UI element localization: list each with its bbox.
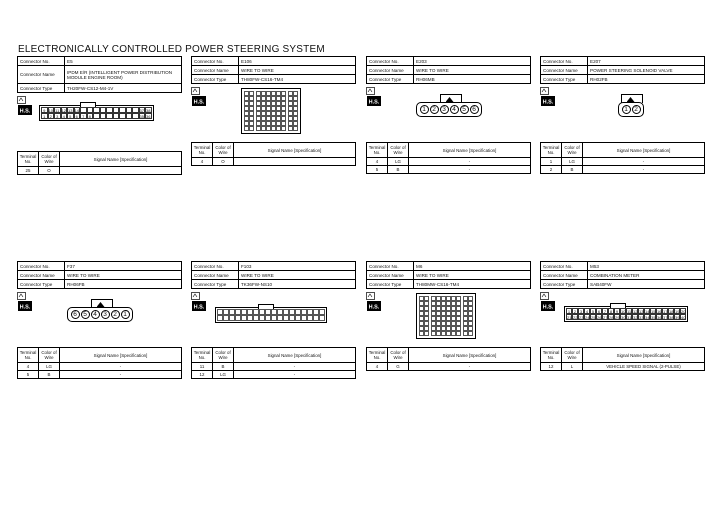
- svg-text:H.S.: H.S.: [368, 304, 380, 311]
- connector-type-label: Connector Type: [192, 75, 239, 84]
- connector-name-value: WIRE TO WIRE: [239, 271, 356, 280]
- pin-cell: 12: [633, 309, 638, 314]
- connector-name-label: Connector Name: [18, 66, 65, 84]
- pin-cell: 35: [651, 315, 656, 320]
- color-header: Color of Wire: [388, 348, 409, 363]
- pin-cell: [281, 126, 286, 131]
- hs-icon: [366, 292, 382, 312]
- terminal-cell: 11: [192, 363, 213, 371]
- connector-name-value: WIRE TO WIRE: [414, 66, 531, 75]
- connector-name-value: WIRE TO WIRE: [239, 66, 356, 75]
- signal-cell: [234, 158, 356, 166]
- table-row: [541, 166, 705, 174]
- pin-cell: 2: [48, 113, 55, 119]
- terminal-header: Terminal No.: [18, 348, 39, 363]
- pin-cell: 1: [420, 105, 429, 114]
- signal-header: Signal Name [Specification]: [60, 348, 182, 363]
- connector-no-label: Connector No.: [18, 262, 65, 271]
- connector-type-value: TH20FW-CS12-M4-1V: [65, 84, 182, 93]
- color-header: Color of Wire: [39, 152, 60, 167]
- pin-cell: [468, 331, 473, 336]
- connector-diagram: [366, 289, 531, 347]
- signal-header: Signal Name [Specification]: [234, 143, 356, 158]
- terminal-header: Terminal No.: [541, 348, 562, 363]
- signal-cell: -: [409, 363, 531, 371]
- hs-icon: [366, 87, 382, 107]
- color-cell: B: [388, 166, 409, 174]
- color-header: Color of Wire: [39, 348, 60, 363]
- connector-diagram: [191, 84, 356, 142]
- pin-cell: 22: [573, 315, 578, 320]
- terminal-header: Terminal No.: [192, 143, 213, 158]
- signal-cell: [60, 167, 182, 175]
- connector-type-value: RH02FB: [588, 75, 705, 84]
- signal-cell: -: [583, 166, 705, 174]
- connector-name-value: COMBINATION METER: [588, 271, 705, 280]
- pin-cell: 4: [585, 309, 589, 314]
- terminal-cell: 1: [541, 158, 562, 166]
- connector-panel-m6: [366, 261, 531, 371]
- pin-cell: [293, 126, 298, 131]
- connector-name-label: Connector Name: [192, 271, 239, 280]
- terminal-cell: 4: [367, 363, 388, 371]
- pin-cell: 35: [139, 114, 144, 119]
- connector-type-value: TH80MW-CS16-TM4: [414, 280, 531, 289]
- signal-header: Signal Name [Specification]: [60, 152, 182, 167]
- connector-name-label: Connector Name: [367, 66, 414, 75]
- terminal-header: Terminal No.: [192, 348, 213, 363]
- hs-icon: [540, 87, 556, 107]
- signal-cell: -: [583, 158, 705, 166]
- pin-cell: 37: [139, 108, 144, 113]
- pin-cell: 5: [591, 309, 595, 314]
- connector-no-label: Connector No.: [18, 57, 65, 66]
- pin-cell: 39: [675, 315, 680, 320]
- hs-icon: [17, 96, 33, 116]
- pin-cell: 5: [460, 105, 469, 114]
- color-cell: B: [213, 363, 234, 371]
- pin-cell: 12: [61, 108, 66, 113]
- terminal-cell: 4: [367, 158, 388, 166]
- pin-cell: [249, 126, 254, 131]
- connector-name-value: WIRE TO WIRE: [65, 271, 182, 280]
- table-row: [367, 363, 531, 371]
- signal-header: Signal Name [Specification]: [409, 143, 531, 158]
- hs-icon: [540, 292, 556, 312]
- connector-type-value: TH80FW-CS16-TM4: [239, 75, 356, 84]
- connector-no-value: E203: [414, 57, 531, 66]
- pin-cell: 10: [48, 108, 53, 113]
- pin-cell: 9: [41, 107, 48, 113]
- connector-panel-f37: [17, 261, 182, 379]
- connector-info-table: [17, 261, 182, 289]
- pin-cell: 10: [621, 309, 626, 314]
- pin-cell: 3: [440, 105, 449, 114]
- pin-cell: 19: [675, 309, 680, 314]
- connector-info-table: [17, 56, 182, 93]
- color-cell: O: [39, 167, 60, 175]
- table-row: [192, 371, 356, 379]
- terminal-header: Terminal No.: [367, 143, 388, 158]
- connector-diagram: [540, 289, 705, 347]
- pin-cell: 2: [430, 105, 439, 114]
- pin-cell: 38: [146, 108, 151, 113]
- connector-block-80pin: [241, 88, 301, 134]
- connector-name-label: Connector Name: [18, 271, 65, 280]
- connector-type-value: SAB40FW: [588, 280, 705, 289]
- color-cell: B: [39, 371, 60, 379]
- connector-no-label: Connector No.: [367, 262, 414, 271]
- table-row: [367, 158, 531, 166]
- pin-cell: 14: [74, 108, 79, 113]
- pin-cell: 4: [450, 105, 459, 114]
- connector-info-table: [540, 56, 705, 84]
- signal-table: [366, 142, 531, 174]
- pin-cell: 4: [91, 310, 100, 319]
- connector-info-table: [540, 261, 705, 289]
- pin-cell: 40: [681, 315, 686, 320]
- hs-icon: [191, 87, 207, 107]
- pin-cell: 5: [67, 113, 74, 119]
- color-header: Color of Wire: [562, 348, 583, 363]
- color-header: Color of Wire: [388, 143, 409, 158]
- connector-panel-e203: [366, 56, 531, 174]
- terminal-cell: 12: [192, 371, 213, 379]
- table-row: [18, 371, 182, 379]
- signal-table: [540, 347, 705, 371]
- color-cell: LG: [213, 371, 234, 379]
- signal-header: Signal Name [Specification]: [234, 348, 356, 363]
- color-cell: G: [388, 363, 409, 371]
- svg-text:H.S.: H.S.: [193, 99, 205, 106]
- pin-cell: [319, 315, 325, 321]
- pin-cell: 1: [567, 309, 571, 314]
- terminal-cell: 5: [367, 166, 388, 174]
- pin-cell: 2: [111, 310, 120, 319]
- pin-cell: 26: [597, 315, 602, 320]
- color-cell: B: [562, 166, 583, 174]
- pin-cell: 33: [639, 315, 644, 320]
- pin-cell: 30: [621, 315, 626, 320]
- color-cell: LG: [39, 363, 60, 371]
- connector-no-value: E207: [588, 57, 705, 66]
- pin-cell: 6: [470, 105, 479, 114]
- connector-info-table: [191, 261, 356, 289]
- connector-name-value: IPDM E/R (INTELLIGENT POWER DISTRIBUTION MODULE ENGINE ROOM): [65, 66, 182, 84]
- pin-cell: 16: [657, 309, 662, 314]
- pin-cell: 11: [55, 108, 60, 113]
- svg-text:H.S.: H.S.: [542, 304, 554, 311]
- pin-cell: [456, 331, 461, 336]
- signal-table: [17, 347, 182, 379]
- connector-type-value: RH06FB: [65, 280, 182, 289]
- connector-type-label: Connector Type: [192, 280, 239, 289]
- connector-name-label: Connector Name: [192, 66, 239, 75]
- terminal-header: Terminal No.: [367, 348, 388, 363]
- connector-diagram: [17, 93, 182, 151]
- connector-info-table: [366, 56, 531, 84]
- connector-name-label: Connector Name: [367, 271, 414, 280]
- connector-housing: [67, 307, 133, 322]
- svg-text:H.S.: H.S.: [368, 99, 380, 106]
- connector-housing: [618, 102, 644, 117]
- color-header: Color of Wire: [213, 348, 234, 363]
- color-cell: LG: [388, 158, 409, 166]
- connector-type-value: TK36FW-NS10: [239, 280, 356, 289]
- pin-cell: 25: [591, 315, 596, 320]
- connector-no-label: Connector No.: [541, 262, 588, 271]
- connector-no-value: F103: [239, 262, 356, 271]
- terminal-header: Terminal No.: [541, 143, 562, 158]
- terminal-cell: 5: [18, 371, 39, 379]
- pin-cell: 13: [68, 108, 73, 113]
- table-row: [18, 167, 182, 175]
- connector-panel-e5: [17, 56, 182, 175]
- connector-block-80pin: [416, 293, 476, 339]
- connector-panel-e207: [540, 56, 705, 174]
- connector-type-label: Connector Type: [367, 75, 414, 84]
- connector-info-table: [191, 56, 356, 84]
- terminal-cell: 2: [541, 166, 562, 174]
- hs-icon: [191, 292, 207, 312]
- pin-cell: 17: [663, 309, 668, 314]
- terminal-cell: 12: [541, 363, 562, 371]
- connector-type-label: Connector Type: [18, 84, 65, 93]
- terminal-cell: 25: [18, 167, 39, 175]
- pin-cell: 36: [146, 114, 151, 119]
- connector-diagram: [366, 84, 531, 142]
- pin-cell: 23: [579, 315, 584, 320]
- connector-f103: [215, 307, 327, 323]
- signal-cell: -: [60, 371, 182, 379]
- svg-text:H.S.: H.S.: [19, 304, 31, 311]
- terminal-header: Terminal No.: [18, 152, 39, 167]
- color-header: Color of Wire: [562, 143, 583, 158]
- connector-no-value: M6: [414, 262, 531, 271]
- signal-header: Signal Name [Specification]: [583, 143, 705, 158]
- pin-cell: 8: [609, 309, 613, 314]
- pin-cell: 29: [615, 315, 620, 320]
- pin-cell: [424, 331, 429, 336]
- pin-cell: 31: [627, 315, 632, 320]
- table-row: [367, 166, 531, 174]
- pin-cell: 5: [81, 310, 90, 319]
- connector-type-label: Connector Type: [367, 280, 414, 289]
- connector-housing: [416, 102, 482, 117]
- signal-cell: -: [234, 371, 356, 379]
- pin-cell: 9: [615, 309, 619, 314]
- connector-name-label: Connector Name: [541, 66, 588, 75]
- connector-type-label: Connector Type: [541, 75, 588, 84]
- terminal-cell: 4: [18, 363, 39, 371]
- connector-no-value: E5: [65, 57, 182, 66]
- pin-cell: 4: [61, 113, 68, 119]
- connector-name-value: POWER STEERING SOLENOID VALVE: [588, 66, 705, 75]
- pin-cell: 1: [41, 113, 48, 119]
- color-cell: L: [562, 363, 583, 371]
- connector-name-label: Connector Name: [541, 271, 588, 280]
- color-cell: LG: [562, 158, 583, 166]
- pin-cell: 2: [573, 309, 577, 314]
- connector-type-value: RH06MB: [414, 75, 531, 84]
- connector-panel-e106: [191, 56, 356, 166]
- signal-table: [17, 151, 182, 175]
- signal-table: [540, 142, 705, 174]
- pin-cell: 11: [627, 309, 632, 314]
- connector-info-table: [366, 261, 531, 289]
- pin-cell: 3: [101, 310, 110, 319]
- pin-cell: 2: [632, 105, 641, 114]
- pin-cell: 3: [579, 309, 583, 314]
- connector-name-value: WIRE TO WIRE: [414, 271, 531, 280]
- connector-diagram: [191, 289, 356, 347]
- connector-diagram: [540, 84, 705, 142]
- connector-type-label: Connector Type: [541, 280, 588, 289]
- pin-cell: 38: [669, 315, 674, 320]
- svg-text:H.S.: H.S.: [193, 304, 205, 311]
- table-row: [18, 363, 182, 371]
- pin-cell: 6: [74, 113, 81, 119]
- signal-cell: -: [60, 363, 182, 371]
- signal-cell: VEHICLE SPEED SIGNAL (2-PULSE): [583, 363, 705, 371]
- connector-no-value: M53: [588, 262, 705, 271]
- pin-cell: 15: [651, 309, 656, 314]
- pin-cell: 20: [681, 309, 686, 314]
- svg-text:H.S.: H.S.: [542, 99, 554, 106]
- connector-diagram: [17, 289, 182, 347]
- pin-cell: 7: [603, 309, 607, 314]
- signal-cell: -: [234, 363, 356, 371]
- pin-cell: 8: [87, 113, 94, 119]
- pin-cell: 24: [585, 315, 590, 320]
- pin-cell: 36: [657, 315, 662, 320]
- connector-type-label: Connector Type: [18, 280, 65, 289]
- pin-cell: 14: [645, 309, 650, 314]
- pin-cell: 3: [54, 113, 61, 119]
- pin-cell: 34: [645, 315, 650, 320]
- pin-cell: 28: [609, 315, 614, 320]
- pin-cell: 21: [567, 315, 572, 320]
- page-title: ELECTRONICALLY CONTROLLED POWER STEERING SYSTEM: [18, 44, 325, 55]
- connector-no-value: F37: [65, 262, 182, 271]
- pin-cell: 6: [71, 310, 80, 319]
- terminal-cell: 4: [192, 158, 213, 166]
- table-row: [192, 363, 356, 371]
- pin-cell: 1: [121, 310, 130, 319]
- pin-cell: 18: [669, 309, 674, 314]
- pin-cell: 13: [639, 309, 644, 314]
- signal-table: [191, 347, 356, 379]
- table-row: [541, 363, 705, 371]
- connector-no-label: Connector No.: [192, 57, 239, 66]
- signal-header: Signal Name [Specification]: [409, 348, 531, 363]
- pin-cell: 27: [603, 315, 608, 320]
- connector-m53: [564, 306, 688, 322]
- connector-e5: [39, 105, 154, 121]
- color-cell: O: [213, 158, 234, 166]
- pin-cell: 7: [80, 113, 87, 119]
- signal-table: [191, 142, 356, 166]
- pin-cell: 1: [622, 105, 631, 114]
- hs-icon: [17, 292, 33, 312]
- connector-panel-f103: [191, 261, 356, 379]
- svg-text:H.S.: H.S.: [19, 108, 31, 115]
- pin-cell: 37: [663, 315, 668, 320]
- connector-no-label: Connector No.: [367, 57, 414, 66]
- color-header: Color of Wire: [213, 143, 234, 158]
- connector-no-label: Connector No.: [192, 262, 239, 271]
- signal-cell: -: [409, 158, 531, 166]
- table-row: [541, 158, 705, 166]
- table-row: [192, 158, 356, 166]
- connector-panel-m53: [540, 261, 705, 371]
- signal-table: [366, 347, 531, 371]
- signal-header: Signal Name [Specification]: [583, 348, 705, 363]
- connector-no-value: E106: [239, 57, 356, 66]
- pin-cell: 32: [633, 315, 638, 320]
- signal-cell: -: [409, 166, 531, 174]
- pin-cell: 6: [597, 309, 601, 314]
- connector-no-label: Connector No.: [541, 57, 588, 66]
